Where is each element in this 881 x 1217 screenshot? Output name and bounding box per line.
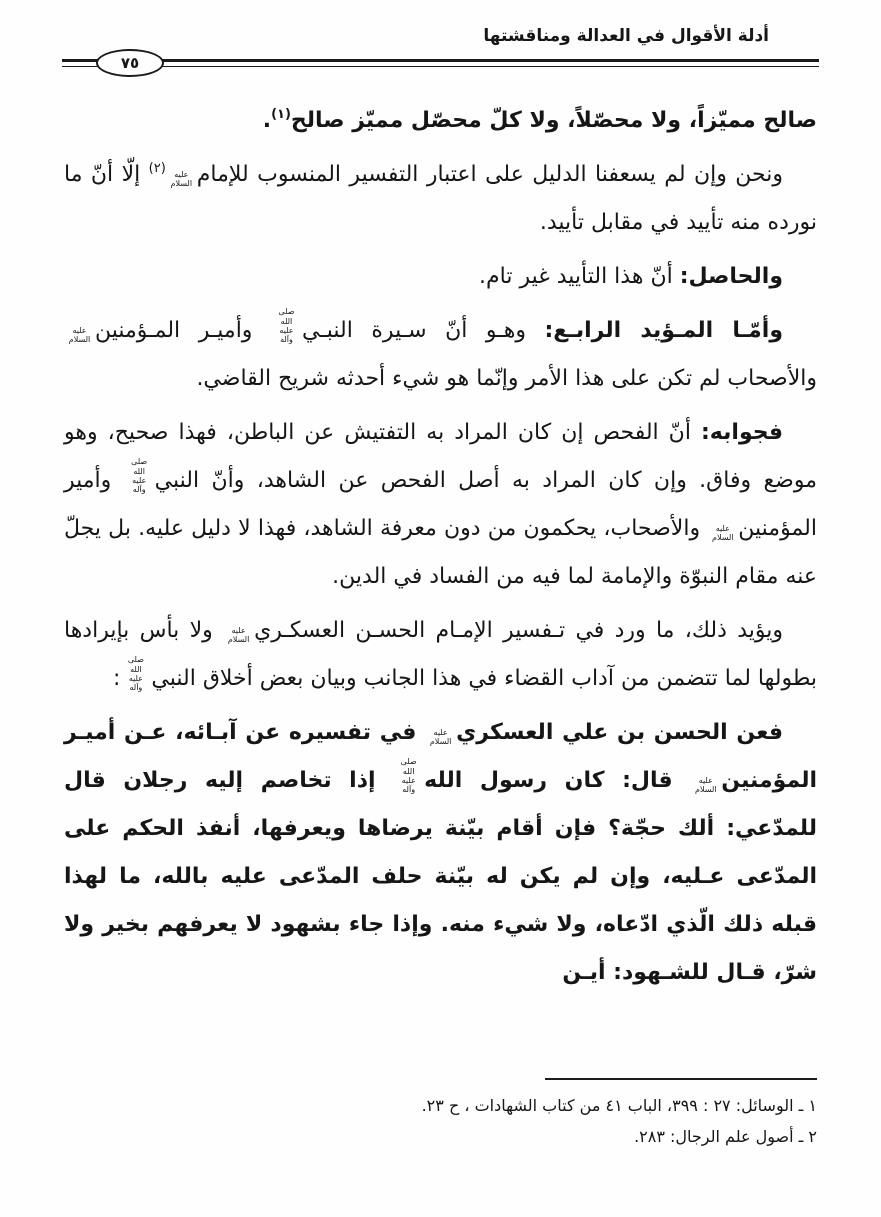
body-text [64, 97, 817, 997]
text-run: وأمير المؤمنين [64, 468, 817, 541]
text-run: ونحن وإن لم يسعفنا الدليل على اعتبار التفسير المنسوب للإمام [196, 162, 783, 187]
text-run: ولا بأس بإيرادها بطولها لما تتضمن من آداب القضاء في هذا الجانب وبيان بعض أخلاق النبي [64, 618, 817, 691]
paragraph [64, 97, 817, 145]
page-number: ٧٥ [120, 54, 140, 72]
page-header [0, 0, 881, 72]
text-run: في تفسيره عن آبـائه، عـن أميـر المؤمنين [64, 720, 818, 793]
honorific-mark: عليه السلام [712, 523, 734, 542]
footnote-marker: (١) [271, 107, 291, 122]
text-run: إذا تخاصم إليه رجلان قال للمدّعي: ألك حجّة؟ فإن أقام بيّنة يرضاها ويعرفها، أنفذ الحكم على المدّعى عـليه، وإن لم يكن له بيّنة حلف المدّعى عليه بالله، ما لهذا قبله ذلك الّذي ادّعاه، ولا شيء منه. وإذا جاء بشهود لا يعرفهم بخير ولا شرّ، قـال للشـهود: أيـن [64, 768, 817, 985]
text-run: ويؤيد ذلك، ما ورد في تـفسير الإمـام الحسـن العسكـري [254, 618, 783, 643]
text-run: وأميـر المـؤمنين [95, 318, 271, 343]
text-run: والأصحاب، يحكمون من دون معرفة الشاهد، فهذا لا دليل عليه. بل يجلّ عنه مقام النبوّة والإمامة لما فيه من الفساد في الدين. [64, 516, 817, 589]
double-rule-line [62, 59, 819, 67]
text-run: وهـو أنّ سـيرة النبـي [301, 318, 545, 343]
honorific-mark: عليه السلام [429, 727, 452, 746]
text-run: . [262, 108, 272, 133]
text-run: إلّا أنّ ما نورده منه تأييد في مقابل تأييد. [64, 162, 817, 235]
paragraph [64, 409, 817, 601]
running-head-title: أدلة الأقوال في العدالة ومناقشتها [483, 26, 769, 46]
footnote-list [64, 1090, 817, 1152]
honorific-mark: عليه السلام [68, 325, 91, 344]
footnote-separator [545, 1078, 817, 1080]
text-run: فجوابه: [701, 420, 783, 445]
text-run: وأمّـا المـؤيد الرابـع: [544, 318, 783, 343]
footnote-marker: (٢) [148, 161, 166, 176]
honorific-mark: صلى الله عليه وآله [400, 757, 417, 794]
text-run: صالح مميّزاً، ولا محصّلاً، ولا كلّ محصّل مميّز صالح [290, 108, 817, 133]
text-run: أنّ هذا التأييد غير تام. [479, 264, 680, 289]
paragraph [64, 607, 817, 703]
paragraph [64, 307, 817, 403]
paragraph [64, 709, 817, 997]
page-number-badge [96, 49, 164, 77]
text-run: والحاصل: [679, 264, 783, 289]
honorific-mark: صلى الله عليه وآله [131, 457, 148, 494]
footnote: ٢ ـ أصول علم الرجال: ٢٨٣. [634, 1127, 817, 1146]
text-run: أنّ الفحص إن كان المراد به التفتيش عن الباطن، فهذا صحيح، وهو موضع وفاق. وإن كان المراد به أصل الفحص عن الشاهد، وأنّ النبي [64, 420, 817, 493]
footnotes-section [64, 1078, 817, 1152]
footnote: ١ ـ الوسائل: ٢٧ : ٣٩٩، الباب ٤١ من كتاب الشهادات ، ح ٢٣. [421, 1096, 817, 1115]
honorific-mark: صلى الله عليه وآله [127, 655, 144, 692]
paragraph [64, 151, 817, 247]
honorific-mark: عليه السلام [170, 169, 193, 188]
header-rule [62, 54, 819, 72]
text-run: والأصحاب لم تكن على هذا الأمر وإنّما هو شيء أحدثه شريح القاضي. [196, 366, 817, 391]
text-run: فعن الحسن بن علي العسكري [456, 720, 783, 745]
honorific-mark: عليه السلام [695, 775, 717, 794]
text-run: : [112, 666, 121, 691]
honorific-mark: عليه السلام [227, 625, 250, 644]
text-run: قال: كان رسول الله [424, 768, 691, 793]
paragraph [64, 253, 817, 301]
honorific-mark: صلى الله عليه وآله [278, 307, 295, 344]
